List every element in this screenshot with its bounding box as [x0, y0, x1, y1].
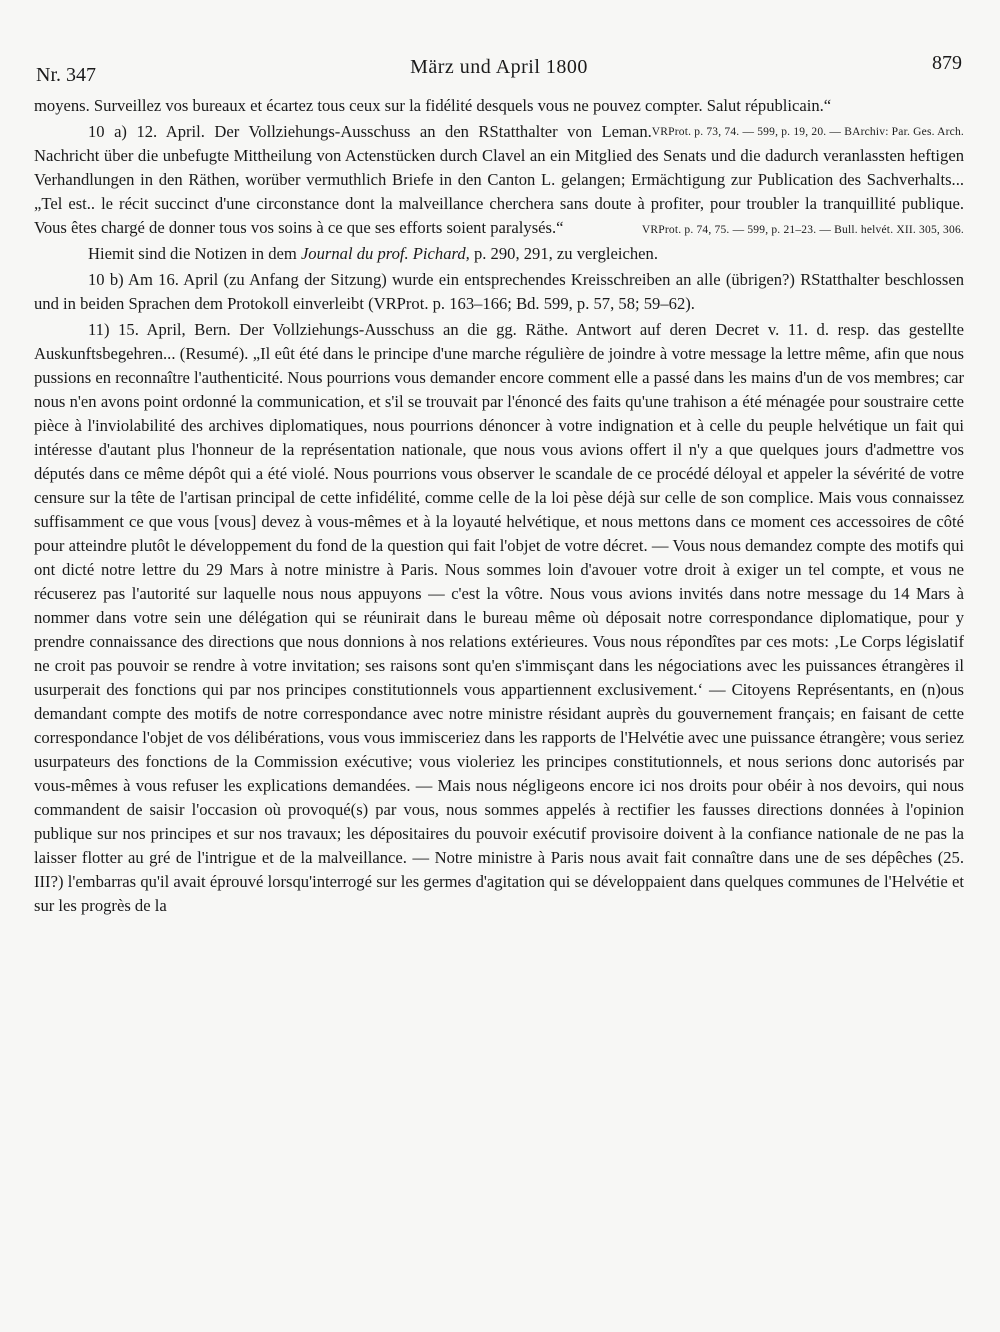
page-number: 879 [932, 52, 962, 74]
paragraph-1-text: moyens. Surveillez vos bureaux et écartez tous ceux sur la fidélité desquels vous ne pouvez compter. Salut républicain.“ [34, 96, 832, 115]
document-number: Nr. 347 [36, 64, 96, 86]
page-title: März und April 1800 [410, 56, 588, 78]
page-header [36, 52, 962, 92]
paragraph-5 [34, 318, 964, 918]
body-text [34, 94, 964, 918]
paragraph-3-text-before: Hiemit sind die Notizen in dem [88, 244, 297, 263]
paragraph-2-text: 10 a) 12. April. Der Vollziehungs-Ausschuss an den RStatthalter von Leman. Nachricht über die unbefugte Mittheilung von Actenstücken durch Clavel an ein Mitglied des Senats und die dadurch veranlassten heftigen Verhandlungen in den Räthen, worüber vermuthlich Briefe in den Canton L. gelangen; Ermächtigung zur Publication des Sachverhalts... „Tel est.. le récit succinct d'une circonstance dont la malveillance cherchera sans doute à profiter, pour troubler la tranquillité publique. Vous êtes chargé de donner tous vos soins à ce que ses efforts soient paralysés.“ [34, 122, 964, 237]
paragraph-5-text: 11) 15. April, Bern. Der Vollziehungs-Ausschuss an die gg. Räthe. Antwort auf deren Decret v. 11. d. resp. das gestellte Auskunftsbegehren... (Resumé). „Il eût été dans le principe d'une marche régulière de joindre à votre message la lettre même, afin que nous pussions en reconnaître l'authenticité. Nous pourrions vous demander encore comment elle a passé dans les mains d'un de vos membres; car nous n'en avons point ordonné la communication, et s'il se trouvait par l'énoncé des faits qu'une trahison a été ménagée pour soustraire cette pièce à l'inviolabilité des archives diplomatiques, nous pourrions dénoncer à votre indignation et à celle du peuple helvétique un fait qui intéresse d'autant plus l'honneur de la représentation nationale, que nous vous avions offert il n'y a que quelques jours d'admettre vos députés dans ce même dépôt qui a été violé. Nous pourrions vous observer le scandale de ce procédé déloyal et appeler la sévérité de votre censure sur la tête de l'artisan principal de cette infidélité, comme celle de la loi pèse déjà sur celle de son complice. Mais vous connaissez suffisamment ce que vous [vous] devez à vous-mêmes et à la loyauté helvétique, et nous mettons dans ce moment ces accessoires de côté pour atteindre plutôt le développement du fond de la question qui fait l'objet de votre décret. — Vous nous demandez compte des motifs qui ont dicté notre lettre du 29 Mars à notre ministre à Paris. Nous sommes loin d'avouer votre droit à exiger un tel compte, et vous ne récuserez pas l'autorité sur laquelle nous nous appuyons — c'est la vôtre. Nous vous avions invités dans notre message du 14 Mars à nommer dans votre sein une délégation qui se réunirait dans le bureau même où déposait notre correspondance diplomatique, pour y prendre connaissance des directions que nous donnions à nos relations extérieures. Vous nous répondîtes par ces mots: ‚Le Corps législatif ne croit pas pouvoir se rendre à votre invitation; ses raisons sont qu'en s'immisçant dans les négociations avec les puissances étrangères il usurperait des fonctions qui par nos principes constitutionnels vous appartiennent exclusivement.‘ — Citoyens Représentants, en (n)ous demandant compte des motifs de notre correspondance avec notre ministre résidant auprès du gouvernement français; en faisant de cette correspondance l'objet de vos délibérations, vous vous immisceriez dans les rapports de l'Helvétie avec une puissance étrangère; vous seriez usurpateurs des fonctions de la Commission exécutive; vous violeriez les principes constitutionnels, et nous serions donc autorisés par vous-mêmes à vous refuser les explications demandées. — Mais nous négligeons encore ici nos droits pour obéir à nos devoirs, qui nous commandent de saisir l'occasion où provoqué(s) par vous, nous sommes appelés à rectifier les fausses directions données à l'opinion publique sur nos principes et sur nos travaux; les dépositaires du pouvoir exécutif provisoire doivent à la confiance nationale de ne pas la laisser flotter au gré de l'intrigue et de la malveillance. — Notre ministre à Paris nous avait fait connaître dans une de ses dépêches (25. III?) l'embarras qu'il avait éprouvé lorsqu'interrogé sur les germes d'agitation qui se développaient dans quelques communes de l'Helvétie et sur les progrès de la [34, 320, 964, 915]
paragraph-3 [34, 242, 964, 266]
paragraph-4-text: 10 b) Am 16. April (zu Anfang der Sitzung) wurde ein entsprechendes Kreisschreiben an alle (übrigen?) RStatthalter beschlossen und in beiden Sprachen dem Protokoll einverleibt (VRProt. p. 163–166; Bd. 599, p. 57, 58; 59–62). [34, 270, 964, 313]
paragraph-1-reference: VRProt. p. 73, 74. — 599, p. 19, 20. — BArchiv: Par. Ges. Arch. [651, 126, 964, 138]
paragraph-2-reference: VRProt. p. 74, 75. — 599, p. 21–23. — Bull. helvét. XII. 305, 306. [641, 224, 964, 236]
journal-title: Journal du prof. Pichard, [300, 244, 470, 263]
paragraph-3-text-after: p. 290, 291, zu vergleichen. [473, 244, 658, 263]
paragraph-1 [34, 94, 964, 138]
paragraph-4 [34, 268, 964, 316]
